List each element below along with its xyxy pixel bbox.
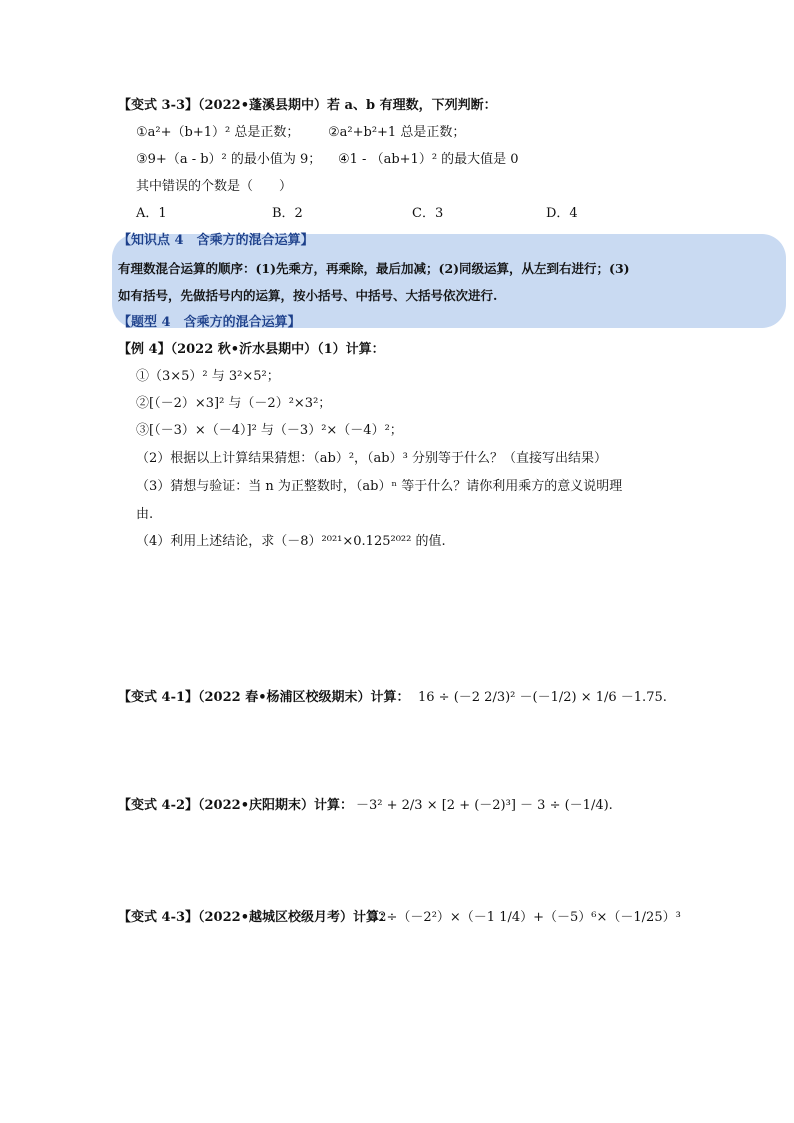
example-4-part-1: ①（3×5）² 与 3²×5²； (136, 369, 280, 384)
option-b: B．2 (272, 206, 303, 221)
example-4-question-4: （4）利用上述结论，求（－8）²⁰²¹×0.125²⁰²² 的值. (136, 534, 446, 549)
example-4-question-2: （2）根据以上计算结果猜想：（ab）²，（ab）³ 分别等于什么？（直接写出结果） (136, 451, 607, 466)
statement-2: ②a²+b²+1 总是正数； (328, 125, 466, 140)
option-a: A．1 (136, 206, 167, 221)
variant-4-2-expression: －3² + 2/3 × [2 + (－2)³] － 3 ÷ (－1/4). (356, 798, 613, 813)
variant-3-3-title: 【变式 3-3】（2022•蓬溪县期中）若 a、b 有理数，下列判断： (118, 98, 497, 113)
variant-4-1-label: 【变式 4-1】（2022 春•杨浦区校级期末）计算： (118, 690, 410, 705)
example-4-part-2: ②[（－2）×3]² 与（－2）²×3²； (136, 396, 332, 411)
question-text: 其中错误的个数是（ ） (136, 179, 293, 194)
example-4-title: 【例 4】（2022 秋•沂水县期中）（1）计算： (118, 342, 385, 357)
variant-4-1-expression: 16 ÷ (－2 2/3)² －(－1/2) × 1/6 －1.75. (418, 690, 667, 705)
knowledge-line-1: 有理数混合运算的顺序：(1)先乘方，再乘除，最后加减；(2)同级运算，从左到右进行；(3) (118, 261, 630, 276)
statement-1: ①a²+（b+1）² 总是正数； (136, 125, 300, 140)
example-4-question-3: （3）猜想与验证：当 n 为正整数时，（ab）ⁿ 等于什么？请你利用乘方的意义说明理 (136, 479, 623, 494)
variant-4-2-label: 【变式 4-2】（2022•庆阳期末）计算： (118, 798, 354, 813)
variant-4-3-label: 【变式 4-3】（2022•越城区校级月考）计算： (118, 910, 393, 925)
topic-title: 【题型 4 含乘方的混合运算】 (118, 315, 301, 330)
example-4-part-3: ③[（－3）×（－4）]² 与（－3）²×（－4）²； (136, 423, 403, 438)
example-4-question-3-cont: 由. (136, 507, 154, 522)
option-c: C．3 (412, 206, 444, 221)
statement-4: ④1 - （ab+1）² 的最大值是 0 (338, 152, 519, 167)
statement-3: ③9+（a - b）² 的最小值为 9； (136, 152, 322, 167)
knowledge-line-2: 如有括号，先做括号内的运算，按小括号、中括号、大括号依次进行. (118, 288, 498, 303)
knowledge-point-title: 【知识点 4 含乘方的混合运算】 (118, 233, 314, 248)
option-d: D．4 (546, 206, 578, 221)
variant-4-3-expression: 32÷（－2²）×（－1 1/4）+（－5）⁶×（－1/25）³ (370, 910, 681, 925)
